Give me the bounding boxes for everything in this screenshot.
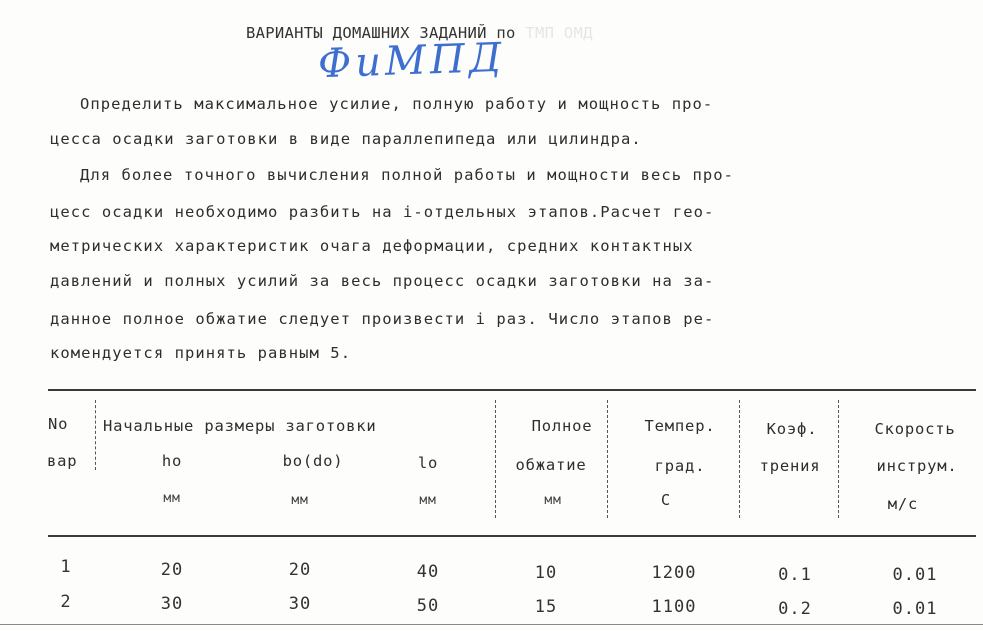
header-temp-unit-label: град. (654, 457, 706, 475)
column-divider (607, 400, 608, 518)
row-friction: 0.2 (778, 599, 812, 619)
header-reduction: Полное (531, 417, 593, 435)
header-initial-dimensions: Начальные размеры заготовки (103, 417, 377, 435)
paragraph-line: цесс осадки необходимо разбить на i-отдельных этапов.Расчет гео- (50, 203, 715, 221)
row-h0: 30 (160, 594, 184, 614)
unit-h0: мм (163, 491, 181, 506)
column-divider (95, 400, 96, 470)
unit-temperature: С (660, 491, 672, 509)
row-temperature: 1100 (651, 597, 697, 617)
paragraph-line: комендуется принять равным 5. (50, 344, 352, 362)
column-divider (838, 400, 839, 518)
unit-reduction: мм (544, 493, 562, 508)
header-var: вар (47, 452, 78, 470)
row-speed: 0.01 (892, 599, 938, 619)
header-temperature: Темпер. (644, 417, 716, 435)
table-header-rule (48, 535, 976, 537)
row-speed: 0.01 (892, 565, 938, 585)
row-no: 1 (60, 557, 72, 577)
unit-speed: м/с (887, 495, 919, 513)
paragraph-line: метрических характеристик очага деформации, средних контактных (50, 237, 694, 255)
row-temperature: 1200 (651, 563, 697, 583)
header-h0: ho (161, 452, 183, 470)
handwritten-annotation: ФиМПД (317, 34, 507, 88)
page-bottom-edge (0, 624, 983, 625)
paragraph-line: Определить максимальное усилие, полную работу и мощность про- (80, 95, 714, 113)
row-friction: 0.1 (778, 565, 812, 585)
header-tool-label: инструм. (876, 457, 958, 475)
paragraph-line: цесса осадки заготовки в виде параллепипеда или цилиндра. (50, 130, 642, 148)
header-speed: Скорость (874, 420, 956, 438)
column-divider (495, 400, 496, 518)
header-b0: bo(do) (282, 452, 344, 470)
row-l0: 40 (416, 562, 440, 582)
table-top-rule (48, 389, 976, 391)
column-divider (739, 400, 740, 518)
header-coefficient: Коэф. (766, 420, 818, 438)
row-b0: 30 (288, 594, 312, 614)
row-no: 2 (60, 592, 72, 612)
title-text: ВАРИАНТЫ ДОМАШНИХ ЗАДАНИЙ по (246, 24, 516, 42)
row-l0: 50 (416, 596, 440, 616)
paragraph-line: Для более точного вычисления полной работы и мощности весь про- (80, 166, 735, 184)
row-h0: 20 (160, 560, 184, 580)
header-l0: lo (417, 454, 439, 472)
paragraph-line: давлений и полных усилий за весь процесс осадки заготовки на за- (50, 272, 715, 290)
title-faded-text: ТМП ОМД (525, 24, 593, 42)
row-reduction: 10 (534, 563, 558, 583)
unit-b0: мм (291, 493, 309, 508)
paragraph-line: данное полное обжатие следует произвести i раз. Число этапов ре- (50, 310, 715, 328)
unit-l0: мм (419, 493, 437, 508)
header-no: No (48, 415, 69, 433)
row-b0: 20 (288, 560, 312, 580)
row-reduction: 15 (534, 597, 558, 617)
header-friction: трения (759, 457, 821, 475)
header-reduction-2: обжатие (515, 456, 587, 474)
